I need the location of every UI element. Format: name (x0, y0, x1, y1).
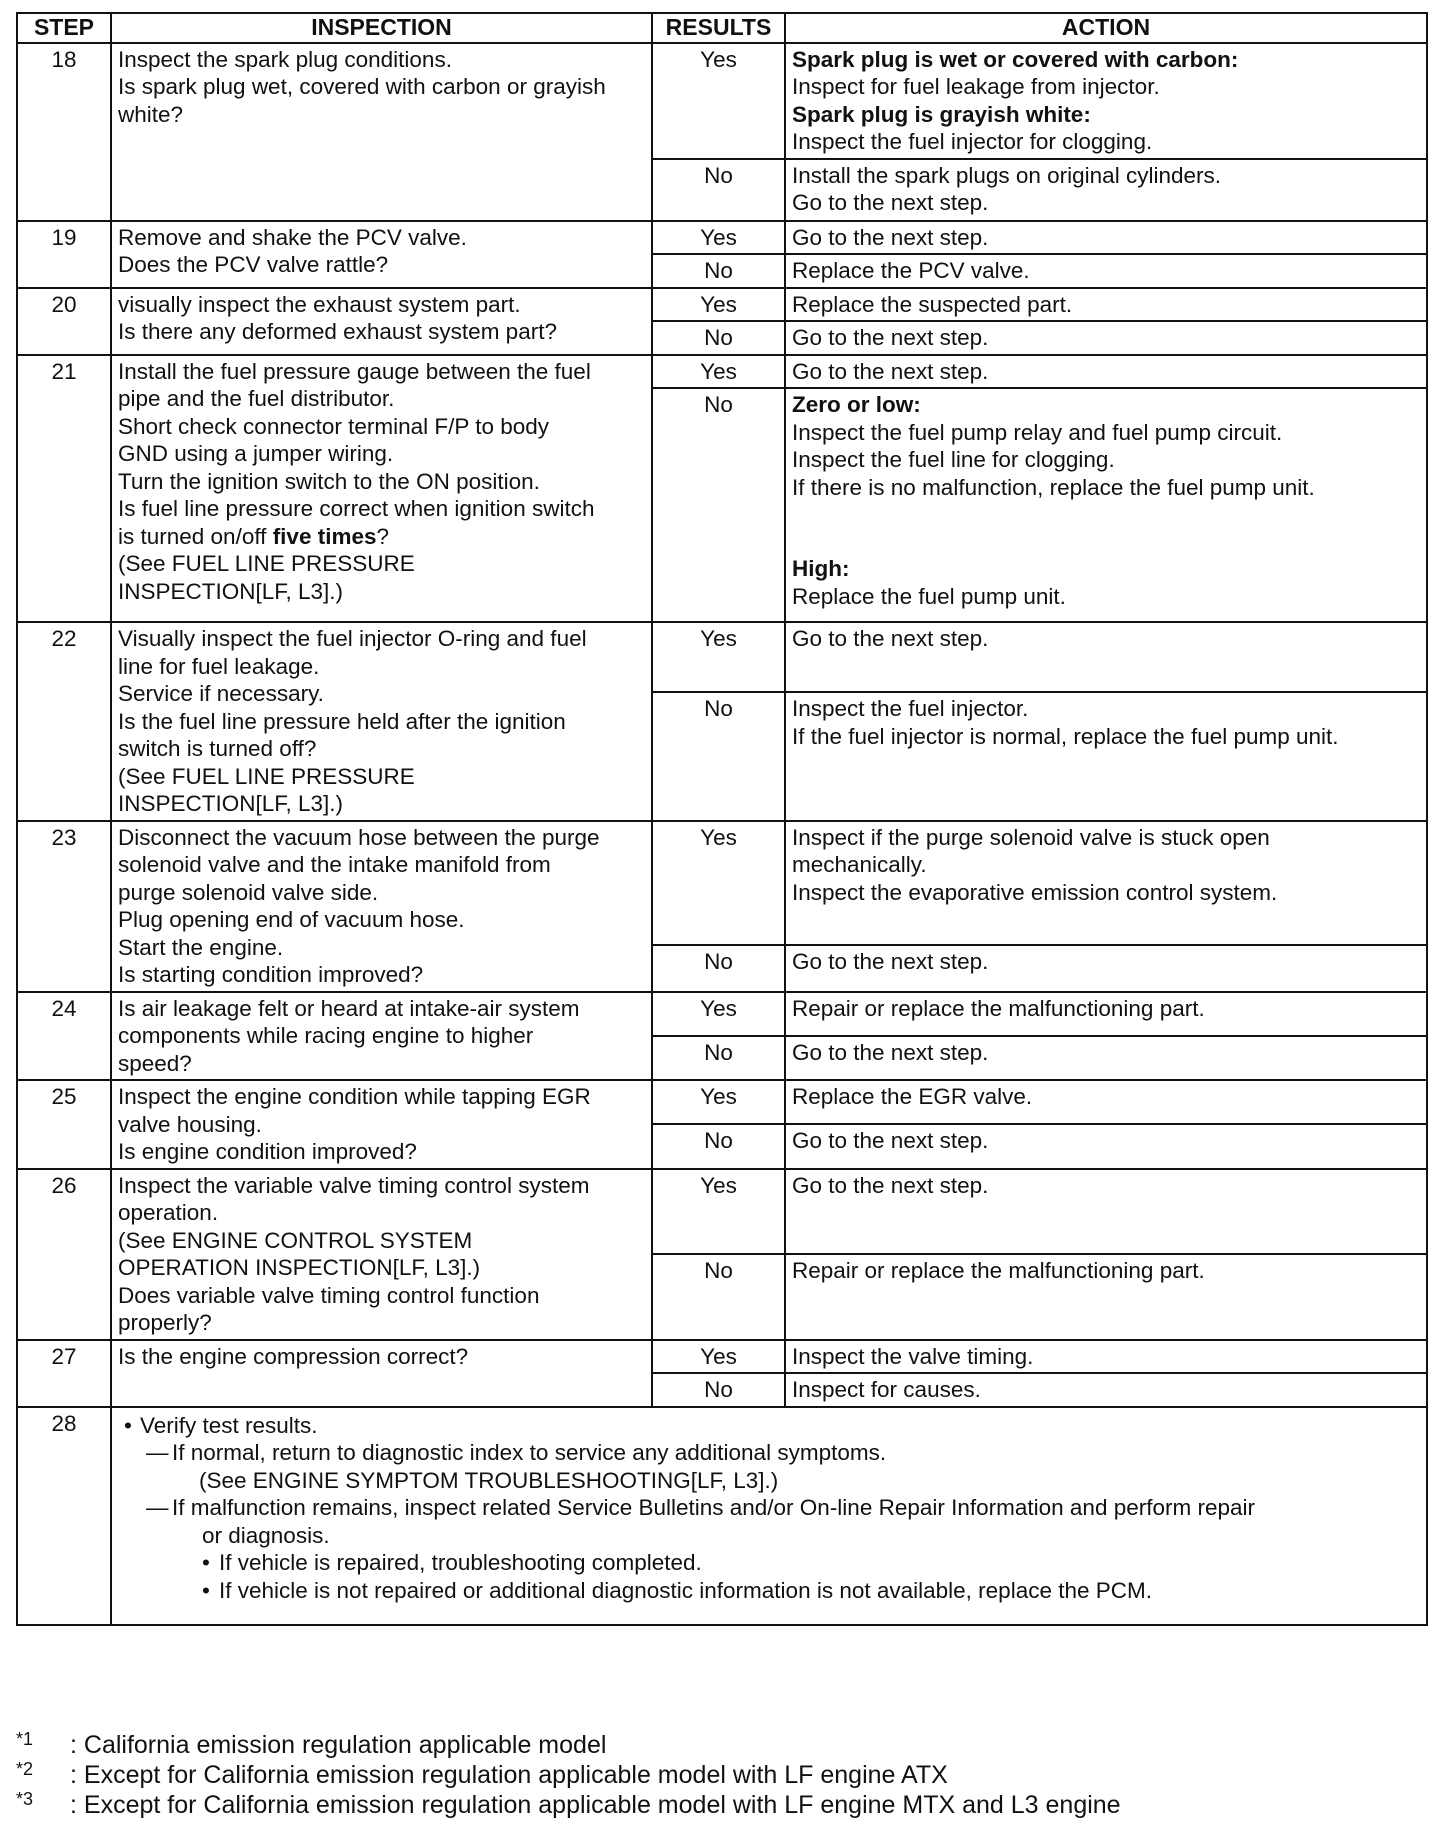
footnote-text: : Except for California emission regulation applicable model with LF engine MTX and L3 engine (70, 1791, 1121, 1819)
step-number: 20 (17, 288, 111, 355)
condition-heading: Zero or low: (792, 392, 921, 417)
emphasis-text: five times (272, 523, 377, 549)
inspection-line: properly? (118, 1310, 212, 1335)
action-line: Inspect the fuel injector for clogging. (792, 129, 1153, 154)
step-27-yes-row (17, 1340, 1427, 1374)
inspection-line: Is spark plug wet, covered with carbon or grayish (118, 74, 606, 99)
action-line: Inspect the fuel pump relay and fuel pump circuit. (792, 419, 1283, 445)
inspection-line: Is the engine compression correct? (118, 1343, 469, 1369)
header-row (17, 13, 1427, 43)
sub-bullet-item: • If vehicle is repaired, troubleshooting completed. (124, 1549, 1418, 1577)
diagnostic-table (16, 12, 1428, 1626)
action-cell: Go to the next step. (785, 945, 1427, 992)
action-cell: Repair or replace the malfunctioning part. (785, 1254, 1427, 1340)
action-cell: Replace the suspected part. (785, 288, 1427, 322)
step-number: 23 (17, 821, 111, 992)
step-24-yes-row (17, 992, 1427, 1036)
header-results: RESULTS (652, 13, 785, 43)
action-cell: Go to the next step. (785, 355, 1427, 389)
inspection-line: pipe and the fuel distributor. (118, 386, 395, 411)
step-20-yes-row (17, 288, 1427, 322)
header-inspection: INSPECTION (111, 13, 652, 43)
inspection-line: Is starting condition improved? (118, 962, 424, 987)
step-28-row (17, 1407, 1427, 1625)
dash-item-continued: (See ENGINE SYMPTOM TROUBLESHOOTING[LF, L3].) (199, 1467, 779, 1493)
dash-item: — If normal, return to diagnostic index to service any additional symptoms. (124, 1439, 1418, 1467)
footnotes (16, 1730, 1121, 1820)
condition-heading: High: (792, 556, 850, 581)
inspection-cell (111, 221, 652, 288)
step-number: 28 (17, 1407, 111, 1625)
inspection-line: Inspect the variable valve timing control system (118, 1172, 590, 1198)
inspection-line: OPERATION INSPECTION[LF, L3].) (118, 1255, 481, 1280)
step-number: 26 (17, 1169, 111, 1340)
inspection-line: GND using a jumper wiring. (118, 441, 394, 466)
inspection-cell (111, 1080, 652, 1169)
inspection-line: Does the PCV valve rattle? (118, 252, 389, 277)
action-cell: Go to the next step. (785, 321, 1427, 355)
action-line: Inspect the fuel line for clogging. (792, 447, 1115, 472)
action-line: Install the spark plugs on original cylinders. (792, 162, 1221, 188)
action-cell: Go to the next step. (785, 221, 1427, 255)
result-no: No (652, 692, 785, 820)
result-yes: Yes (652, 43, 785, 159)
inspection-line: line for fuel leakage. (118, 653, 320, 679)
result-yes: Yes (652, 1340, 785, 1374)
result-no: No (652, 388, 785, 622)
inspection-text: is turned on/off (118, 523, 273, 549)
result-no: No (652, 1373, 785, 1407)
inspection-line: Is air leakage felt or heard at intake-air system (118, 995, 580, 1021)
footnote (16, 1730, 1121, 1760)
action-cell: Inspect for causes. (785, 1373, 1427, 1407)
step-22-yes-row (17, 622, 1427, 692)
footnote-text: : California emission regulation applicable model (70, 1731, 607, 1759)
inspection-line: (See ENGINE CONTROL SYSTEM (118, 1227, 473, 1253)
result-no: No (652, 1036, 785, 1080)
step-21-yes-row (17, 355, 1427, 389)
inspection-line: Visually inspect the fuel injector O-ring and fuel (118, 626, 587, 651)
inspection-line: Plug opening end of vacuum hose. (118, 907, 465, 932)
footnote-mark: *3 (16, 1789, 34, 1809)
action-line: mechanically. (792, 852, 927, 877)
dash-item: — If malfunction remains, inspect related Service Bulletins and/or On-line Repair Information and perform repair (124, 1494, 1418, 1522)
action-line: Inspect the fuel injector. (792, 696, 1029, 722)
action-cell: Go to the next step. (785, 1169, 1427, 1255)
diagnostic-procedure (16, 12, 1426, 1626)
inspection-cell (111, 821, 652, 992)
inspection-line: visually inspect the exhaust system part. (118, 291, 521, 317)
inspection-cell (111, 43, 652, 221)
result-yes: Yes (652, 821, 785, 945)
action-line: Go to the next step. (792, 190, 989, 215)
result-no: No (652, 159, 785, 221)
inspection-line: Remove and shake the PCV valve. (118, 224, 467, 250)
inspection-line (118, 523, 645, 551)
action-cell (785, 388, 1427, 622)
step-number: 21 (17, 355, 111, 623)
inspection-line: switch is turned off? (118, 736, 317, 761)
result-yes: Yes (652, 1169, 785, 1255)
verification-cell (111, 1407, 1427, 1625)
inspection-line: Inspect the engine condition while tapping EGR (118, 1084, 591, 1109)
result-yes: Yes (652, 622, 785, 692)
inspection-line: Disconnect the vacuum hose between the purge (118, 824, 600, 850)
footnote (16, 1790, 1121, 1820)
result-no: No (652, 321, 785, 355)
footnote-text: : Except for California emission regulation applicable model with LF engine ATX (70, 1761, 948, 1789)
action-cell: Go to the next step. (785, 1036, 1427, 1080)
inspection-line: purge solenoid valve side. (118, 879, 379, 905)
step-19-yes-row (17, 221, 1427, 255)
action-cell: Replace the EGR valve. (785, 1080, 1427, 1124)
inspection-line: Is there any deformed exhaust system part? (118, 319, 557, 344)
inspection-line: INSPECTION[LF, L3].) (118, 578, 344, 604)
sub-bullet-item: • If vehicle is not repaired or additional diagnostic information is not available, replace the PCM. (124, 1577, 1418, 1605)
footnote-mark: *1 (16, 1729, 34, 1749)
action-line: If there is no malfunction, replace the fuel pump unit. (792, 474, 1315, 500)
action-cell: Go to the next step. (785, 622, 1427, 692)
inspection-line: (See FUEL LINE PRESSURE (118, 551, 415, 576)
step-number: 19 (17, 221, 111, 288)
step-25-yes-row (17, 1080, 1427, 1124)
action-cell (785, 159, 1427, 221)
result-no: No (652, 945, 785, 992)
inspection-line: speed? (118, 1050, 192, 1076)
step-26-yes-row (17, 1169, 1427, 1255)
inspection-line: Is engine condition improved? (118, 1139, 417, 1164)
inspection-line: Short check connector terminal F/P to body (118, 413, 550, 439)
action-cell: Inspect the valve timing. (785, 1340, 1427, 1374)
result-no: No (652, 1124, 785, 1168)
inspection-line: (See FUEL LINE PRESSURE (118, 763, 415, 789)
action-cell: Replace the PCV valve. (785, 254, 1427, 288)
inspection-cell (111, 992, 652, 1081)
inspection-text: ? (376, 523, 390, 549)
action-cell (785, 821, 1427, 945)
spacer (792, 501, 1420, 555)
action-line: Inspect if the purge solenoid valve is stuck open (792, 824, 1270, 850)
step-number: 24 (17, 992, 111, 1081)
step-number: 27 (17, 1340, 111, 1407)
dash-item-continued: or diagnosis. (202, 1522, 330, 1548)
step-23-yes-row (17, 821, 1427, 945)
inspection-line: Start the engine. (118, 934, 284, 960)
result-no: No (652, 1254, 785, 1340)
inspection-line: Turn the ignition switch to the ON position. (118, 468, 540, 494)
inspection-line: Install the fuel pressure gauge between the fuel (118, 358, 591, 384)
condition-heading: Spark plug is wet or covered with carbon: (792, 46, 1239, 72)
footnote (16, 1760, 1121, 1790)
inspection-line: white? (118, 101, 184, 127)
condition-heading: Spark plug is grayish white: (792, 101, 1091, 127)
action-line: If the fuel injector is normal, replace the fuel pump unit. (792, 723, 1339, 749)
inspection-cell (111, 355, 652, 623)
step-number: 18 (17, 43, 111, 221)
inspection-cell (111, 1169, 652, 1340)
inspection-line: operation. (118, 1200, 219, 1225)
result-yes: Yes (652, 992, 785, 1036)
inspection-line: solenoid valve and the intake manifold from (118, 852, 551, 877)
action-line: Inspect for fuel leakage from injector. (792, 74, 1160, 99)
inspection-line: Is the fuel line pressure held after the ignition (118, 708, 566, 734)
inspection-line: INSPECTION[LF, L3].) (118, 791, 344, 816)
inspection-line: Is fuel line pressure correct when ignition switch (118, 496, 595, 521)
step-number: 22 (17, 622, 111, 821)
inspection-line: Inspect the spark plug conditions. (118, 46, 452, 72)
action-line: Replace the fuel pump unit. (792, 583, 1066, 609)
footnote-mark: *2 (16, 1759, 34, 1779)
action-line: Inspect the evaporative emission control system. (792, 879, 1278, 905)
result-yes: Yes (652, 355, 785, 389)
inspection-cell (111, 622, 652, 821)
action-cell: Repair or replace the malfunctioning part. (785, 992, 1427, 1036)
header-action: ACTION (785, 13, 1427, 43)
result-yes: Yes (652, 288, 785, 322)
inspection-cell (111, 1340, 652, 1407)
bullet-item: • Verify test results. (124, 1412, 1418, 1440)
step-18-yes-row (17, 43, 1427, 159)
result-yes: Yes (652, 221, 785, 255)
result-yes: Yes (652, 1080, 785, 1124)
inspection-line: Service if necessary. (118, 681, 324, 706)
action-cell: Go to the next step. (785, 1124, 1427, 1168)
step-number: 25 (17, 1080, 111, 1169)
inspection-line: Does variable valve timing control function (118, 1282, 540, 1308)
inspection-line: valve housing. (118, 1111, 262, 1137)
inspection-line: components while racing engine to higher (118, 1023, 534, 1048)
action-cell (785, 692, 1427, 820)
result-no: No (652, 254, 785, 288)
header-step: STEP (17, 13, 111, 43)
inspection-cell (111, 288, 652, 355)
action-cell (785, 43, 1427, 159)
